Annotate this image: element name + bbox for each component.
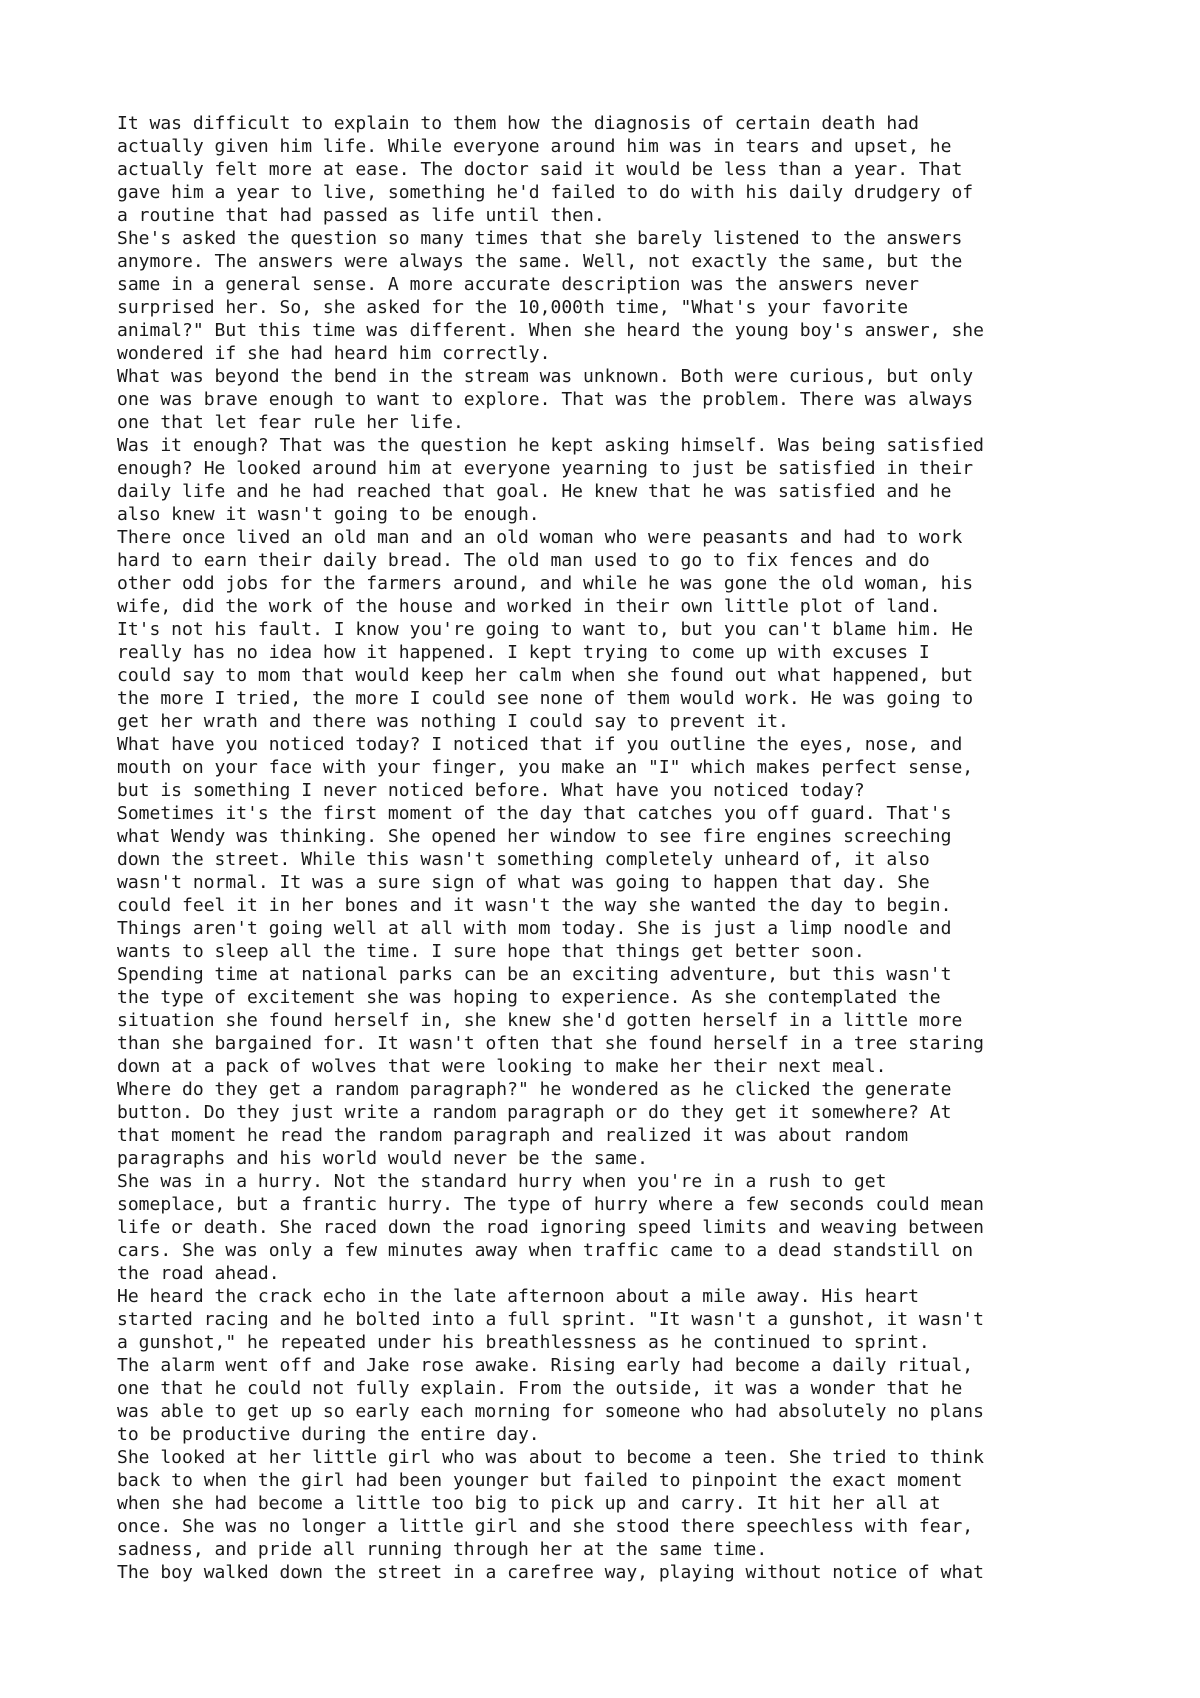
line: a gunshot," he repeated under his breathlessness as he continued to sprint. <box>117 1332 930 1353</box>
line: back to when the girl had been younger but failed to pinpoint the exact moment <box>117 1470 963 1491</box>
line: surprised her. So, she asked for the 10,000th time, "What's your favorite <box>117 297 909 318</box>
line: could say to mom that would keep her calm when she found out what happened, but <box>117 665 974 686</box>
line: It was difficult to explain to them how the diagnosis of certain death had <box>117 113 919 134</box>
line: a routine that had passed as life until then. <box>117 205 605 226</box>
line: Things aren't going well at all with mom today. She is just a limp noodle and <box>117 918 952 939</box>
line: She was in a hurry. Not the standard hurry when you're in a rush to get <box>117 1171 887 1192</box>
line: wants to sleep all the time. I sure hope that things get better soon. <box>117 941 865 962</box>
paragraph-15 <box>117 1446 1117 1561</box>
paragraph-11 <box>117 1078 1117 1170</box>
line: animal?" But this time was different. When she heard the young boy's answer, she <box>117 320 984 341</box>
line: when she had become a little too big to pick up and carry. It hit her all at <box>117 1493 941 1514</box>
line: Sometimes it's the first moment of the day that catches you off guard. That's <box>117 803 952 824</box>
line: button. Do they just write a random paragraph or do they get it somewhere? At <box>117 1102 952 1123</box>
line: someplace, but a frantic hurry. The type of hurry where a few seconds could mean <box>117 1194 984 1215</box>
line: started racing and he bolted into a full sprint. "It wasn't a gunshot, it wasn't <box>117 1309 984 1330</box>
line: same in a general sense. A more accurate description was the answers never <box>117 274 919 295</box>
line: The boy walked down the street in a carefree way, playing without notice of what <box>117 1562 984 1583</box>
line: get her wrath and there was nothing I could say to prevent it. <box>117 711 789 732</box>
line: gave him a year to live, something he'd failed to do with his daily drudgery of <box>117 182 974 203</box>
line: than she bargained for. It wasn't often that she found herself in a tree staring <box>117 1033 984 1054</box>
line: situation she found herself in, she knew she'd gotten herself in a little more <box>117 1010 963 1031</box>
line: enough? He looked around him at everyone yearning to just be satisfied in their <box>117 458 974 479</box>
paragraph-9 <box>117 917 1117 963</box>
line: could feel it in her bones and it wasn't the way she wanted the day to begin. <box>117 895 952 916</box>
line: mouth on your face with your finger, you make an "I" which makes perfect sense, <box>117 757 974 778</box>
line: what Wendy was thinking. She opened her window to see fire engines screeching <box>117 826 952 847</box>
paragraph-8 <box>117 802 1117 917</box>
document-body <box>117 112 1117 1584</box>
paragraph-13 <box>117 1285 1117 1354</box>
line: It's not his fault. I know you're going to want to, but you can't blame him. He <box>117 619 974 640</box>
line: once. She was no longer a little girl and she stood there speechless with fear, <box>117 1516 974 1537</box>
line: sadness, and pride all running through her at the same time. <box>117 1539 768 1560</box>
line: that moment he read the random paragraph and realized it was about random <box>117 1125 909 1146</box>
line: wondered if she had heard him correctly. <box>117 343 551 364</box>
line: wife, did the work of the house and worked in their own little plot of land. <box>117 596 941 617</box>
paragraph-3 <box>117 365 1117 434</box>
line: He heard the crack echo in the late afternoon about a mile away. His heart <box>117 1286 919 1307</box>
line: wasn't normal. It was a sure sign of what was going to happen that day. She <box>117 872 930 893</box>
line: paragraphs and his world would never be the same. <box>117 1148 649 1169</box>
line: one that he could not fully explain. From the outside, it was a wonder that he <box>117 1378 963 1399</box>
line: down the street. While this wasn't something completely unheard of, it also <box>117 849 930 870</box>
paragraph-5 <box>117 526 1117 618</box>
line: the more I tried, the more I could see none of them would work. He was going to <box>117 688 974 709</box>
line: anymore. The answers were always the same. Well, not exactly the same, but the <box>117 251 963 272</box>
line: cars. She was only a few minutes away when traffic came to a dead standstill on <box>117 1240 974 1261</box>
paragraph-16 <box>117 1561 1117 1584</box>
paragraph-14 <box>117 1354 1117 1446</box>
line: There once lived an old man and an old woman who were peasants and had to work <box>117 527 963 548</box>
line: also knew it wasn't going to be enough. <box>117 504 540 525</box>
line: The alarm went off and Jake rose awake. Rising early had become a daily ritual, <box>117 1355 974 1376</box>
paragraph-10 <box>117 963 1117 1078</box>
line: Where do they get a random paragraph?" he wondered as he clicked the generate <box>117 1079 952 1100</box>
line: but is something I never noticed before. What have you noticed today? <box>117 780 865 801</box>
line: really has no idea how it happened. I kept trying to come up with excuses I <box>117 642 930 663</box>
line: the road ahead. <box>117 1263 280 1284</box>
line: Was it enough? That was the question he kept asking himself. Was being satisfied <box>117 435 984 456</box>
line: down at a pack of wolves that were looking to make her their next meal. <box>117 1056 887 1077</box>
paragraph-7 <box>117 733 1117 802</box>
line: one was brave enough to want to explore. That was the problem. There was always <box>117 389 974 410</box>
line: life or death. She raced down the road ignoring speed limits and weaving between <box>117 1217 984 1238</box>
line: to be productive during the entire day. <box>117 1424 540 1445</box>
paragraph-6 <box>117 618 1117 733</box>
line: What was beyond the bend in the stream was unknown. Both were curious, but only <box>117 366 974 387</box>
line: the type of excitement she was hoping to experience. As she contemplated the <box>117 987 941 1008</box>
line: Spending time at national parks can be an exciting adventure, but this wasn't <box>117 964 952 985</box>
paragraph-4 <box>117 434 1117 526</box>
line: actually felt more at ease. The doctor said it would be less than a year. That <box>117 159 963 180</box>
line: daily life and he had reached that goal. He knew that he was satisfied and he <box>117 481 952 502</box>
paragraph-12 <box>117 1170 1117 1285</box>
line: She looked at her little girl who was about to become a teen. She tried to think <box>117 1447 984 1468</box>
line: one that let fear rule her life. <box>117 412 464 433</box>
line: She's asked the question so many times that she barely listened to the answers <box>117 228 963 249</box>
line: other odd jobs for the farmers around, and while he was gone the old woman, his <box>117 573 974 594</box>
line: hard to earn their daily bread. The old man used to go to fix fences and do <box>117 550 930 571</box>
paragraph-1 <box>117 112 1117 227</box>
line: What have you noticed today? I noticed that if you outline the eyes, nose, and <box>117 734 963 755</box>
line: was able to get up so early each morning for someone who had absolutely no plans <box>117 1401 984 1422</box>
paragraph-2 <box>117 227 1117 365</box>
line: actually given him life. While everyone around him was in tears and upset, he <box>117 136 952 157</box>
